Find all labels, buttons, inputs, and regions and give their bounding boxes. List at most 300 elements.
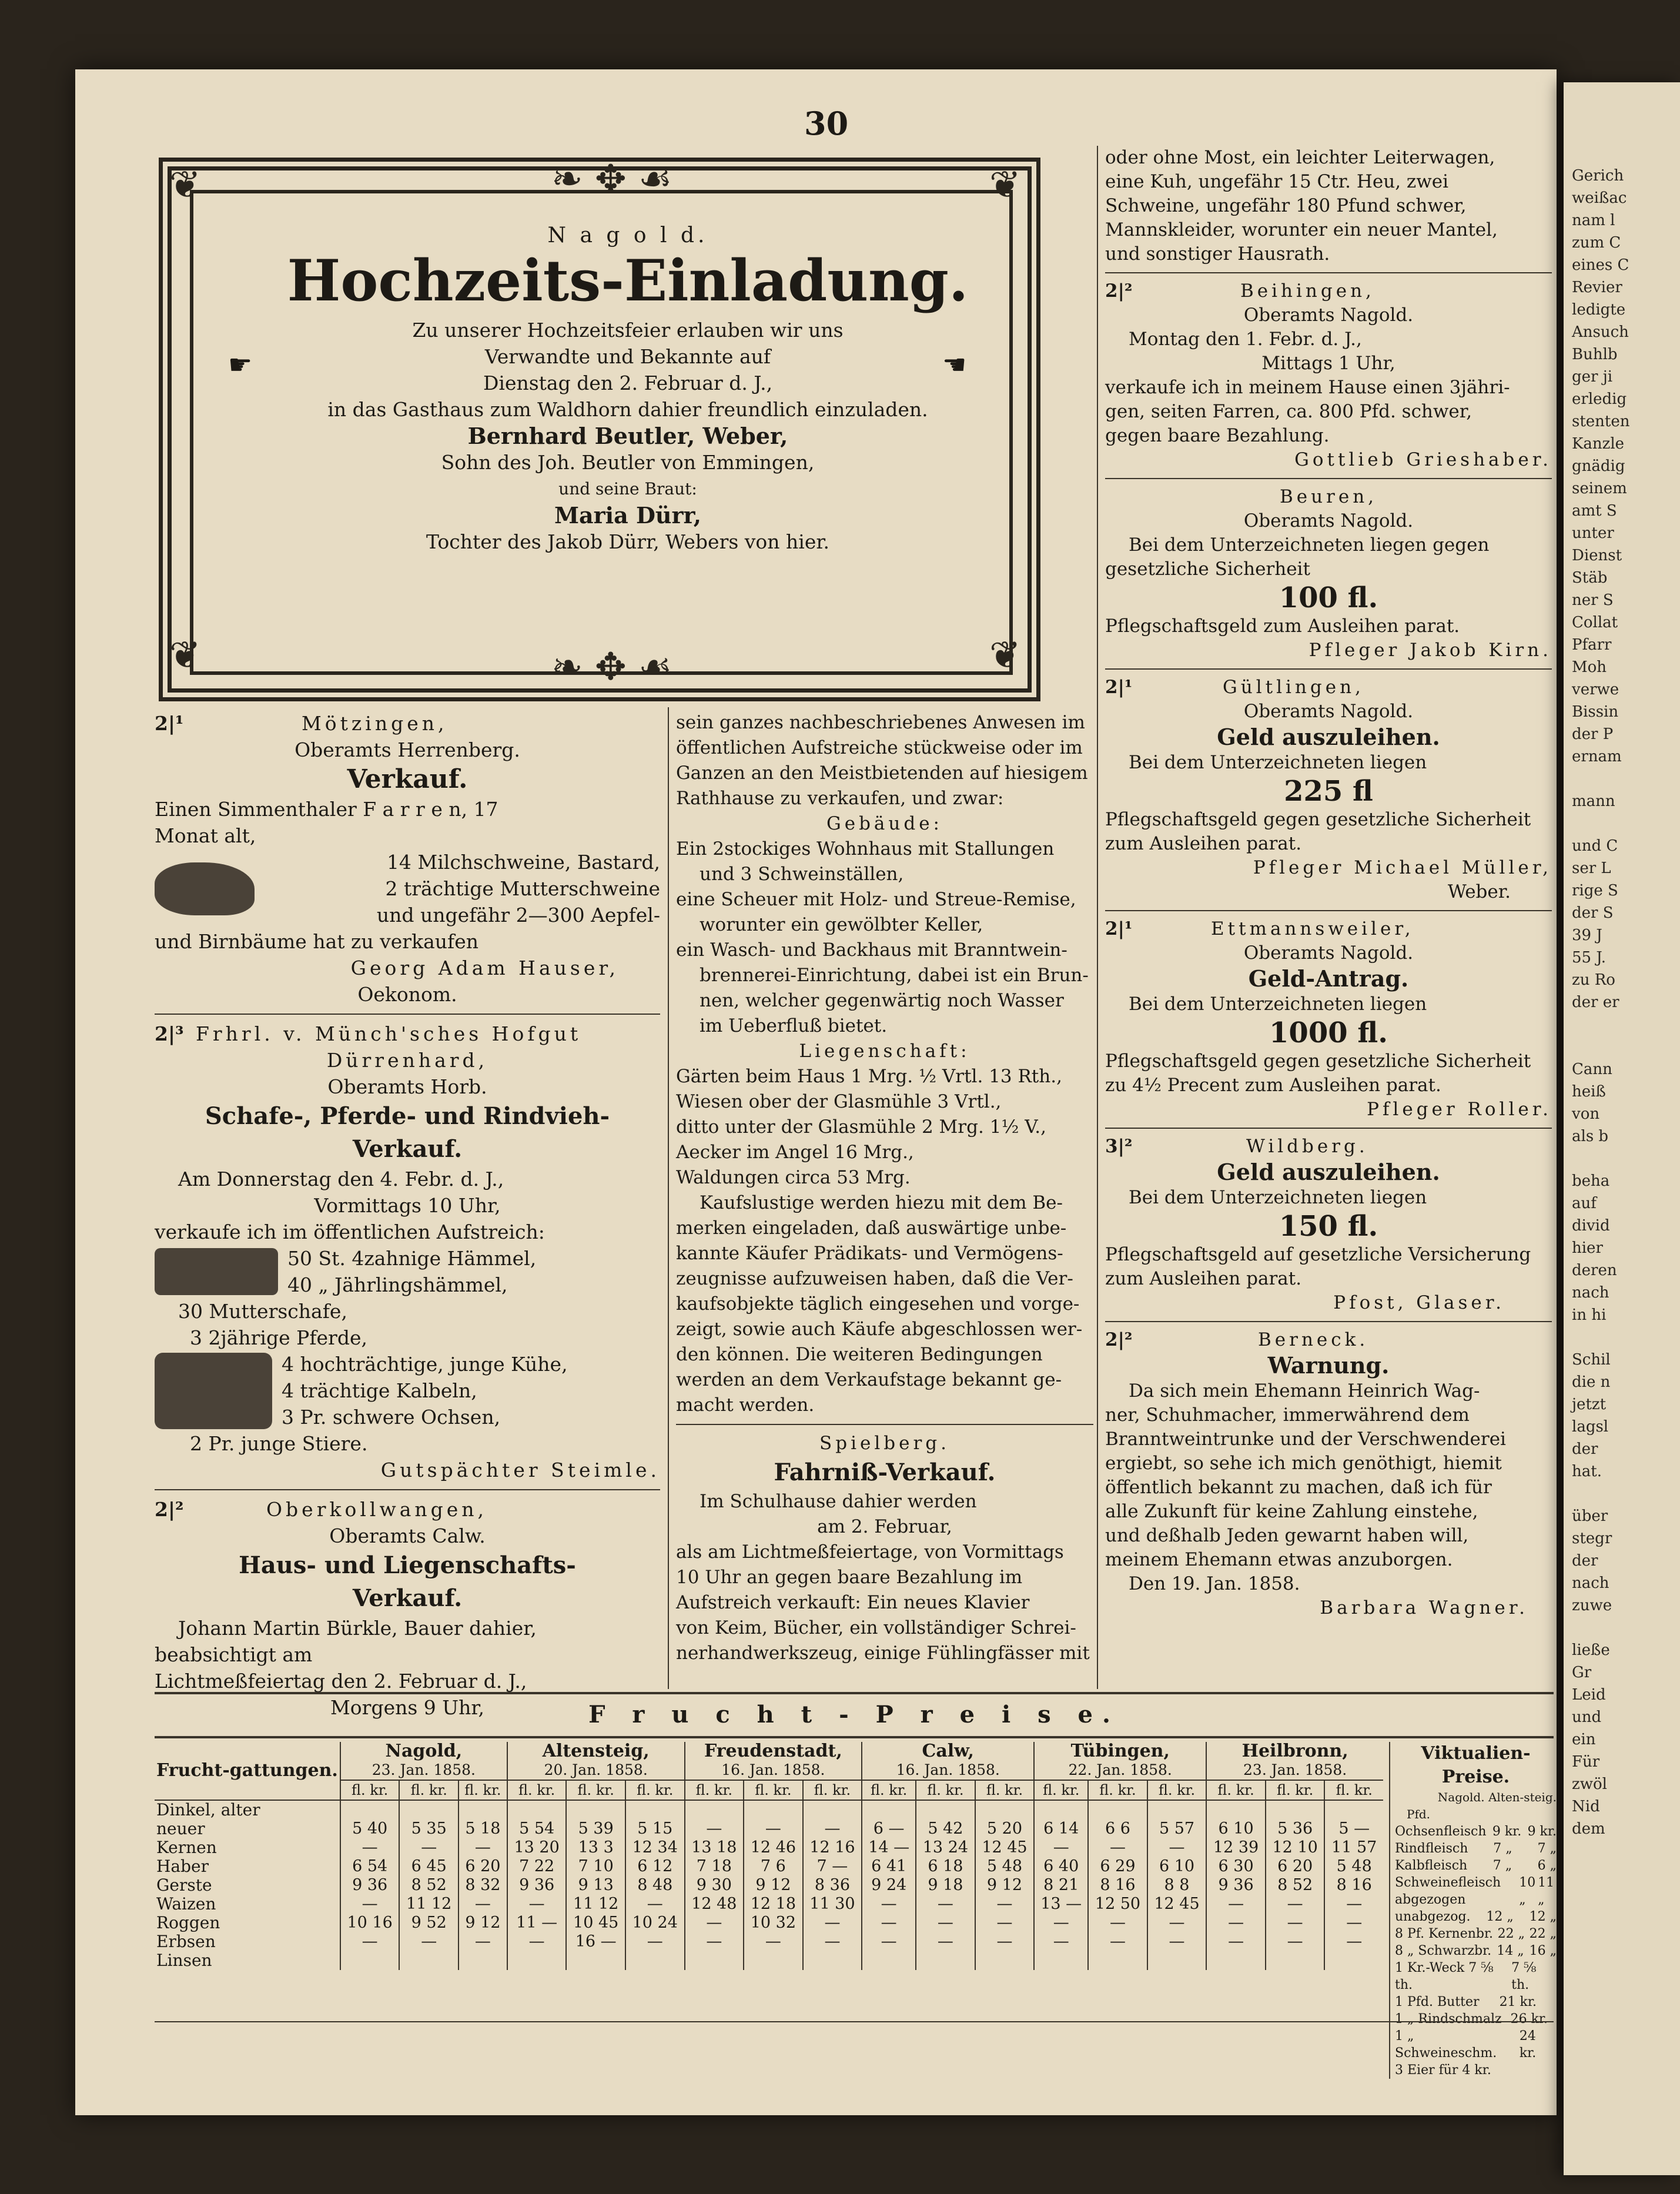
text-line: Branntweintrunke und der Verschwenderei	[1105, 1429, 1506, 1450]
price-cell	[340, 1951, 400, 1970]
price-cell: —	[1088, 1914, 1147, 1932]
price-cell: —	[459, 1932, 507, 1951]
ad-place: Ettmannsweiler,	[1211, 918, 1414, 939]
ad-place: Oberkollwangen,	[266, 1498, 488, 1521]
price-cell: —	[803, 1932, 862, 1951]
prices-bottom-rule	[155, 2021, 1554, 2022]
price-cell: 5 15	[625, 1820, 685, 1838]
victual-name: Schweinefleisch abgezogen	[1395, 1875, 1501, 1907]
text-line: alle Zukunft für keine Zahlung einstehe,	[1105, 1501, 1478, 1522]
ad-line: 3 Pr. schwere Ochsen,	[282, 1406, 501, 1429]
fragment-line: jetzt	[1572, 1396, 1607, 1413]
victual-name: 8 Pf. Kernenbr.	[1395, 1927, 1494, 1941]
text-line: Aecker im Angel 16 Mrg.,	[676, 1142, 914, 1163]
price-cell: 16 —	[566, 1932, 625, 1951]
list-item	[1395, 2028, 1557, 2062]
grain-name: Erbsen	[156, 1932, 216, 1951]
unit-header: fl. kr.	[1034, 1780, 1088, 1800]
price-cell: —	[685, 1932, 744, 1951]
text-line: öffentlich bekannt zu machen, daß ich für	[1105, 1477, 1492, 1498]
fragment-line: die n	[1572, 1373, 1611, 1391]
victual-b: 16 „	[1529, 1944, 1557, 1958]
ad-separator	[1105, 1128, 1552, 1129]
price-cell: 6 41	[862, 1857, 916, 1876]
ad-line: Am Donnerstag den 4. Febr. d. J.,	[178, 1168, 504, 1190]
ad-line: und ungefähr 2—300 Aepfel-	[376, 904, 660, 927]
price-cell: 5 39	[566, 1820, 625, 1838]
text-line: als am Lichtmeßfeiertage, von Vormittags	[676, 1541, 1064, 1563]
victual-name: Kalbfleisch	[1395, 1858, 1468, 1873]
fragment-line: ledigte	[1572, 301, 1626, 319]
victual-name: 1 „ Rindschmalz	[1395, 2012, 1502, 2026]
fragment-line: Ansuch	[1572, 323, 1629, 341]
fragment-line: ger ji	[1572, 368, 1613, 386]
fragment-line: zum C	[1572, 234, 1621, 252]
price-cell: 5 20	[975, 1820, 1035, 1838]
ad-title: Verkauf.	[347, 764, 468, 794]
price-cell: 11 30	[803, 1895, 862, 1914]
price-cell: —	[1324, 1932, 1383, 1951]
ad-line: beabsichtigt am	[155, 1643, 313, 1666]
list-item	[1395, 1840, 1557, 1857]
fragment-line: als b	[1572, 1128, 1609, 1145]
price-cell	[459, 1800, 507, 1820]
ad-separator	[1105, 1321, 1552, 1322]
ad-place-2: Dürrenhard,	[326, 1049, 488, 1072]
ad-signature-title: Oekonom.	[357, 983, 457, 1006]
wedding-bride-line: Tochter des Jakob Dürr, Webers von hier.	[426, 530, 830, 553]
ad-place: Berneck.	[1258, 1329, 1369, 1350]
text-line: verkaufe ich in meinem Hause einen 3jähri-	[1105, 377, 1510, 398]
price-cell	[744, 1800, 803, 1820]
price-cell: 12 50	[1088, 1895, 1147, 1914]
ad-marker: 2|²	[1105, 1329, 1133, 1350]
victual-a: 12 „	[1486, 1909, 1514, 1924]
price-cell: 12 45	[975, 1838, 1035, 1857]
market-date: 22. Jan. 1858.	[1068, 1761, 1172, 1778]
ad-duerrenhard	[155, 1021, 660, 1483]
market-header	[862, 1742, 1034, 1780]
price-cell: —	[1324, 1895, 1383, 1914]
price-cell: 10 24	[625, 1914, 685, 1932]
text-line: und sonstiger Hausrath.	[1105, 243, 1330, 265]
unit-header: fl. kr.	[507, 1780, 567, 1800]
price-cell	[507, 1951, 567, 1970]
victuals-header: Nagold. Alten-steig.	[1437, 1790, 1557, 1804]
price-cell: —	[916, 1914, 975, 1932]
price-cell: —	[340, 1895, 400, 1914]
price-cell: 13 18	[685, 1838, 744, 1857]
market-date: 23. Jan. 1858.	[1243, 1761, 1347, 1778]
price-cell: —	[1266, 1914, 1325, 1932]
price-cell	[1206, 1951, 1266, 1970]
wedding-title: Hochzeits-Einladung.	[287, 248, 969, 314]
table-row	[155, 1800, 1383, 1820]
price-cell: —	[975, 1895, 1035, 1914]
price-cell	[1034, 1951, 1088, 1970]
ad-signature: Pfost, Glaser.	[1333, 1292, 1505, 1313]
price-cell	[1266, 1951, 1325, 1970]
price-cell: 12 18	[744, 1895, 803, 1914]
fragment-line: Schil	[1572, 1351, 1611, 1369]
ad-title: Haus- und Liegenschafts-	[239, 1551, 576, 1579]
ad-separator	[1105, 668, 1552, 670]
fragment-line: 55 J.	[1572, 949, 1607, 966]
fragment-line: Gr	[1572, 1664, 1592, 1681]
list-item	[1395, 1925, 1557, 1942]
price-cell: —	[975, 1914, 1035, 1932]
price-cell	[1088, 1800, 1147, 1820]
text-line: zeugnisse aufzuweisen haben, daß die Ver-	[676, 1268, 1073, 1289]
ad-marker: 2|¹	[155, 712, 184, 735]
price-cell: 6 14	[1034, 1820, 1088, 1838]
price-cell: —	[862, 1895, 916, 1914]
fragment-line	[1564, 1617, 1680, 1639]
price-cell: 13 3	[566, 1838, 625, 1857]
buildings-heading: Gebäude:	[826, 813, 943, 834]
fragment-line: Nid	[1572, 1798, 1600, 1815]
price-cell	[803, 1800, 862, 1820]
victual-b: 7 ⅝ th.	[1511, 1961, 1537, 1992]
text-line: Ein 2stockiges Wohnhaus mit Stallungen	[676, 838, 1055, 859]
ad-line: 50 St. 4zahnige Hämmel,	[287, 1247, 537, 1270]
price-cell: 6 40	[1034, 1857, 1088, 1876]
price-cell: 5 40	[340, 1820, 400, 1838]
ad-district: Oberamts Horb.	[327, 1075, 487, 1098]
price-cell: 11 12	[566, 1895, 625, 1914]
wedding-groom: Bernhard Beutler, Weber,	[467, 423, 788, 449]
price-cell: —	[744, 1932, 803, 1951]
price-cell: —	[399, 1932, 459, 1951]
price-cell	[803, 1951, 862, 1970]
victual-b: 22 „	[1529, 1927, 1557, 1941]
price-cell: 9 30	[685, 1876, 744, 1895]
price-cell: —	[803, 1914, 862, 1932]
text-line: Pflegschaftsgeld auf gesetzliche Versicherung	[1105, 1244, 1531, 1265]
unit-header: fl. kr.	[1206, 1780, 1266, 1800]
price-cell: —	[459, 1838, 507, 1857]
price-cell: 9 36	[507, 1876, 567, 1895]
text-line: Bei dem Unterzeichneten liegen	[1129, 994, 1427, 1015]
property-heading: Liegenschaft:	[799, 1041, 970, 1062]
price-cell: —	[507, 1932, 567, 1951]
sheep-woodcut-icon	[155, 1248, 278, 1295]
text-line: Schweine, ungefähr 180 Pfund schwer,	[1105, 195, 1467, 216]
fragment-line: Gerich	[1572, 167, 1624, 185]
market-header	[1034, 1742, 1206, 1780]
ad-amount: 100 fl.	[1279, 581, 1378, 614]
wedding-line-1: Zu unserer Hochzeitsfeier erlauben wir uns	[412, 319, 844, 342]
price-cell	[399, 1800, 459, 1820]
text-line: und 3 Schweinställen,	[700, 864, 904, 885]
fragment-line: Moh	[1572, 658, 1607, 676]
fragment-line: der S	[1572, 904, 1614, 922]
ad-marker: 2|¹	[1105, 918, 1133, 939]
text-line: gegen baare Bezahlung.	[1105, 425, 1330, 446]
fragment-line: Collat	[1572, 614, 1618, 631]
price-cell: 5 36	[1266, 1820, 1325, 1838]
price-cell: 10 16	[340, 1914, 400, 1932]
ad-line: 2 trächtige Mutterschweine	[385, 877, 660, 900]
price-cell: 8 52	[1266, 1876, 1325, 1895]
fragment-line: seinem	[1572, 480, 1627, 497]
price-cell: 10 32	[744, 1914, 803, 1932]
price-cell: —	[1034, 1838, 1088, 1857]
text-line: Ganzen an den Meistbietenden auf hiesigem	[676, 762, 1088, 784]
ad-signature: Barbara Wagner.	[1320, 1597, 1528, 1618]
price-cell: —	[1088, 1932, 1147, 1951]
text-line: gen, seiten Farren, ca. 800 Pfd. schwer,	[1105, 401, 1472, 422]
table-row	[155, 1857, 1383, 1876]
price-cell	[975, 1800, 1035, 1820]
text-line: Den 19. Jan. 1858.	[1129, 1573, 1300, 1594]
price-cell	[1147, 1951, 1207, 1970]
price-cell: 12 46	[744, 1838, 803, 1857]
price-cell: 5 54	[507, 1820, 567, 1838]
price-cell	[1147, 1800, 1207, 1820]
text-line: zum Ausleihen parat.	[1105, 1268, 1302, 1289]
victual-a: 10 „	[1519, 1875, 1536, 1907]
fragment-line: zu Ro	[1572, 971, 1615, 989]
ad-separator	[155, 1489, 660, 1490]
ornament-top-left-icon: ❦	[169, 163, 201, 207]
price-cell: 9 52	[399, 1914, 459, 1932]
ad-line: Johann Martin Bürkle, Bauer dahier,	[178, 1617, 537, 1640]
ad-separator	[1105, 272, 1552, 273]
price-cell: —	[340, 1838, 400, 1857]
victual-a: 9 kr.	[1492, 1824, 1522, 1839]
price-cell: 9 18	[916, 1876, 975, 1895]
adjacent-page-fragment	[1564, 82, 1680, 2175]
fragment-line: erledig	[1572, 390, 1627, 408]
handshake-right-icon: ☚	[942, 349, 967, 380]
table-row	[155, 1838, 1383, 1857]
fragment-line: Buhlb	[1572, 346, 1618, 363]
ad-title: Geld auszuleihen.	[1217, 724, 1440, 750]
ad-signature: Gutspächter Steimle.	[380, 1459, 660, 1481]
victual-name: unabgezog.	[1395, 1909, 1471, 1924]
wedding-line-4: in das Gasthaus zum Waldhorn dahier freundlich einzuladen.	[327, 398, 928, 421]
market-header	[507, 1742, 685, 1780]
price-cell: —	[1266, 1895, 1325, 1914]
table-row	[155, 1895, 1383, 1914]
fragment-line: 39 J	[1572, 927, 1602, 944]
ad-separator	[676, 1424, 1093, 1425]
price-cell: 7 22	[507, 1857, 567, 1876]
text-line: ditto unter der Glasmühle 2 Mrg. 1½ V.,	[676, 1116, 1046, 1138]
price-cell	[625, 1800, 685, 1820]
text-line: sein ganzes nachbeschriebenes Anwesen im	[676, 712, 1085, 733]
price-cell: —	[399, 1838, 459, 1857]
ad-marker: 2|²	[1105, 280, 1133, 302]
market-name: Freudenstadt,	[704, 1741, 842, 1761]
ad-line: 2 Pr. junge Stiere.	[190, 1432, 368, 1455]
fragment-line: der er	[1572, 994, 1619, 1011]
ad-amount: 1000 fl.	[1269, 1016, 1388, 1049]
unit-header: fl. kr.	[744, 1780, 803, 1800]
price-cell: —	[340, 1932, 400, 1951]
market-date: 16. Jan. 1858.	[896, 1761, 1000, 1778]
price-cell	[625, 1951, 685, 1970]
price-cell: —	[1088, 1838, 1147, 1857]
list-item	[1395, 2062, 1557, 2079]
ad-line: 3 2jährige Pferde,	[190, 1326, 367, 1349]
grain-name: Linsen	[156, 1951, 212, 1970]
grain-name: Dinkel, alter	[156, 1800, 260, 1820]
text-line: Rathhause zu verkaufen, und zwar:	[676, 788, 1004, 809]
market-name: Tübingen,	[1070, 1741, 1170, 1761]
fragment-line: Cann	[1572, 1061, 1612, 1078]
fragment-line	[1564, 1326, 1680, 1349]
table-row	[155, 1932, 1383, 1951]
fragment-line: Revier	[1572, 279, 1622, 296]
ad-title: Geld-Antrag.	[1248, 965, 1409, 992]
list-item	[1395, 1959, 1557, 1994]
text-line: kannte Käufer Prädikats- und Vermögens-	[676, 1243, 1063, 1264]
fruit-prices-table	[155, 1742, 1383, 1970]
table-row	[155, 1951, 1383, 1970]
list-item	[1395, 1994, 1557, 2011]
fragment-line: ner S	[1572, 591, 1614, 609]
unit-header: fl. kr.	[566, 1780, 625, 1800]
price-cell: —	[1147, 1914, 1207, 1932]
fragment-line: und	[1572, 1708, 1602, 1726]
ad-marker: 2|¹	[1105, 677, 1133, 698]
ad-line: 4 hochträchtige, junge Kühe,	[282, 1353, 568, 1376]
text-line: und deßhalb Jeden gewarnt haben will,	[1105, 1525, 1469, 1546]
market-date: 23. Jan. 1858.	[372, 1761, 476, 1778]
table-row	[155, 1876, 1383, 1895]
text-line: 10 Uhr an gegen baare Bezahlung im	[676, 1567, 1023, 1588]
price-cell: 5 57	[1147, 1820, 1207, 1838]
text-line: den können. Die weiteren Bedingungen	[676, 1344, 1043, 1365]
ad-line: und Birnbäume hat zu verkaufen	[155, 930, 478, 953]
fragment-line: in hi	[1572, 1306, 1607, 1324]
price-cell: —	[459, 1895, 507, 1914]
price-cell: 5 35	[399, 1820, 459, 1838]
price-cell: 6 18	[916, 1857, 975, 1876]
ad-title: Geld auszuleihen.	[1217, 1159, 1440, 1185]
fragment-line	[1564, 1014, 1680, 1036]
text-line: Bei dem Unterzeichneten liegen gegen	[1129, 534, 1490, 556]
wedding-groom-line: Sohn des Joh. Beutler von Emmingen,	[441, 451, 815, 474]
ad-place: Spielberg.	[819, 1433, 950, 1454]
unit-header: fl. kr.	[625, 1780, 685, 1800]
fragment-line: auf	[1572, 1195, 1597, 1212]
fragment-line: nach	[1572, 1284, 1609, 1302]
ad-place: Wildberg.	[1246, 1136, 1368, 1157]
price-cell: 9 13	[566, 1876, 625, 1895]
fragment-line: gnädig	[1572, 457, 1625, 475]
price-cell: 12 48	[685, 1895, 744, 1914]
price-cell	[1088, 1951, 1147, 1970]
ad-district: Oberamts Herrenberg.	[294, 738, 520, 761]
grain-name: Waizen	[156, 1894, 216, 1914]
price-cell	[685, 1951, 744, 1970]
unit-header: fl. kr.	[916, 1780, 975, 1800]
ad-separator	[1105, 910, 1552, 911]
column-3	[1105, 146, 1552, 1620]
ad-line: Morgens 9 Uhr,	[330, 1696, 484, 1719]
pig-woodcut-icon	[155, 862, 255, 915]
price-cell: 6 6	[1088, 1820, 1147, 1838]
fragment-line	[1564, 1148, 1680, 1170]
ad-district: Oberamts Nagold.	[1243, 942, 1414, 964]
prices-title-rule	[155, 1736, 1554, 1738]
ad-place: Beuren,	[1279, 486, 1378, 507]
text-line: Mittags 1 Uhr,	[1261, 353, 1395, 374]
text-line: Pflegschaftsgeld gegen gesetzliche Sicherheit	[1105, 1051, 1531, 1072]
victual-name: 8 „ Schwarzbr.	[1395, 1944, 1492, 1958]
fragment-line: rige S	[1572, 882, 1618, 899]
price-cell: 5 42	[916, 1820, 975, 1838]
victual-name: 1 Kr.-Weck 7 ⅝ th.	[1395, 1961, 1494, 1992]
ornament-bottom-left-icon: ❦	[169, 634, 201, 677]
wedding-place: N a g o l d.	[547, 223, 708, 248]
text-line: meinem Ehemann etwas anzuborgen.	[1105, 1549, 1453, 1570]
price-cell: 6 12	[625, 1857, 685, 1876]
price-cell: 5 —	[1324, 1820, 1383, 1838]
unit-header: fl. kr.	[1266, 1780, 1325, 1800]
market-date: 20. Jan. 1858.	[544, 1761, 648, 1778]
price-cell: 5 18	[459, 1820, 507, 1838]
fragment-line: mann	[1572, 792, 1615, 810]
price-cell: 7 18	[685, 1857, 744, 1876]
text-line: ergiebt, so sehe ich mich genöthigt, hiemit	[1105, 1453, 1502, 1474]
ad-oberkollwangen	[155, 1496, 660, 1721]
unit-header: fl. kr.	[399, 1780, 459, 1800]
ad-district: Oberamts Nagold.	[1243, 510, 1414, 531]
ad-line: Vormittags 10 Uhr,	[314, 1194, 501, 1217]
unit-header: fl. kr.	[1324, 1780, 1383, 1800]
fragment-line: Für	[1572, 1753, 1600, 1771]
fragment-line: von	[1572, 1105, 1600, 1123]
ad-district: Oberamts Nagold.	[1243, 305, 1414, 326]
price-cell: 8 32	[459, 1876, 507, 1895]
victual-name: 3 Eier für 4 kr.	[1395, 2063, 1491, 2078]
price-cell: 7 —	[803, 1857, 862, 1876]
ad-signature-title: Weber.	[1447, 881, 1511, 902]
text-line: Kaufslustige werden hiezu mit dem Be-	[700, 1192, 1063, 1213]
price-cell	[399, 1951, 459, 1970]
prices-top-rule	[155, 1692, 1554, 1694]
ad-separator	[155, 1014, 660, 1015]
victual-b: 11 „	[1538, 1875, 1555, 1907]
handshake-left-icon: ☛	[228, 349, 253, 380]
fragment-line: zwöl	[1572, 1775, 1607, 1793]
fragment-line: hat.	[1572, 1463, 1602, 1480]
ad-place: Frhrl. v. Münch'sches Hofgut	[196, 1022, 582, 1045]
list-item	[1395, 1857, 1557, 1874]
grain-name: Haber	[156, 1857, 209, 1876]
text-line: nen, welcher gegenwärtig noch Wasser	[700, 990, 1064, 1011]
ornament-bottom-right-icon: ❦	[989, 634, 1021, 677]
text-line: Pflegschaftsgeld gegen gesetzliche Sicherheit	[1105, 809, 1531, 830]
text-line: Da sich mein Ehemann Heinrich Wag-	[1129, 1380, 1480, 1402]
ad-moetzingen	[155, 710, 660, 1008]
text-line: werden an dem Verkaufstage bekannt ge-	[676, 1369, 1062, 1390]
text-line: macht werden.	[676, 1394, 815, 1416]
column-divider-2	[1097, 146, 1098, 1689]
fragment-line: unter	[1572, 524, 1614, 542]
ad-marker: 2|³	[155, 1022, 184, 1045]
price-cell: 8 48	[625, 1876, 685, 1895]
price-cell: —	[916, 1895, 975, 1914]
text-line: gesetzliche Sicherheit	[1105, 558, 1310, 580]
grain-name: Kernen	[156, 1838, 217, 1857]
price-cell: 6 20	[459, 1857, 507, 1876]
fragment-line: und C	[1572, 837, 1618, 855]
